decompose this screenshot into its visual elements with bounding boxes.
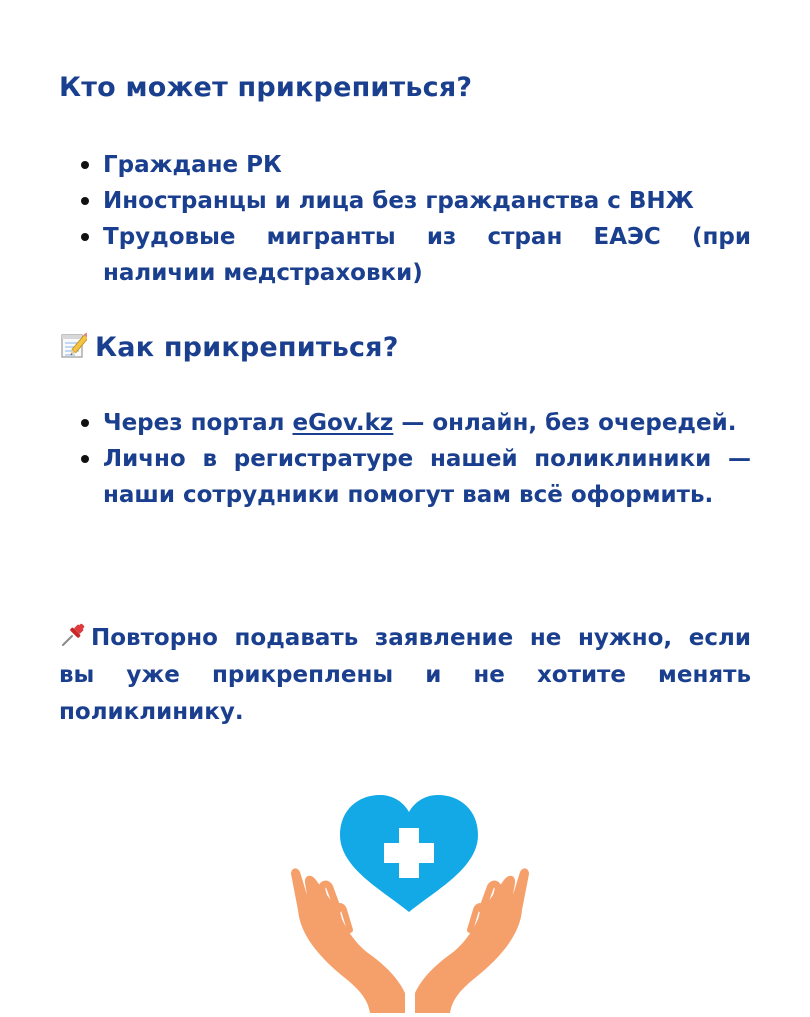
egov-link[interactable]: eGov.kz <box>292 410 394 436</box>
section-how-title: Как прикрепиться? <box>95 332 399 363</box>
list-item: Лично в регистратуре нашей поликлиники — наши сотрудники помогут вам всё оформить. <box>59 441 751 513</box>
memo-icon <box>59 331 87 366</box>
note-text: Повторно подавать заявление не нужно, если вы уже прикреплены и не хотите менять поликлинику. <box>59 625 751 725</box>
list-item-text: — онлайн, без очередей. <box>393 410 737 436</box>
pushpin-icon <box>59 622 87 648</box>
note-paragraph <box>59 620 751 731</box>
list-item <box>59 405 751 441</box>
list-item: Граждане РК <box>59 147 751 183</box>
hands-holding-heart-icon <box>290 790 530 1013</box>
who-list <box>59 147 751 291</box>
list-item: Трудовые мигранты из стран ЕАЭС (при наличии медстраховки) <box>59 219 751 291</box>
section-how-title-row <box>59 331 399 366</box>
list-item: Иностранцы и лица без гражданства с ВНЖ <box>59 183 751 219</box>
list-item-text: Через портал <box>103 410 293 436</box>
section-who-title: Кто может прикрепиться? <box>59 72 473 103</box>
how-list <box>59 405 751 513</box>
